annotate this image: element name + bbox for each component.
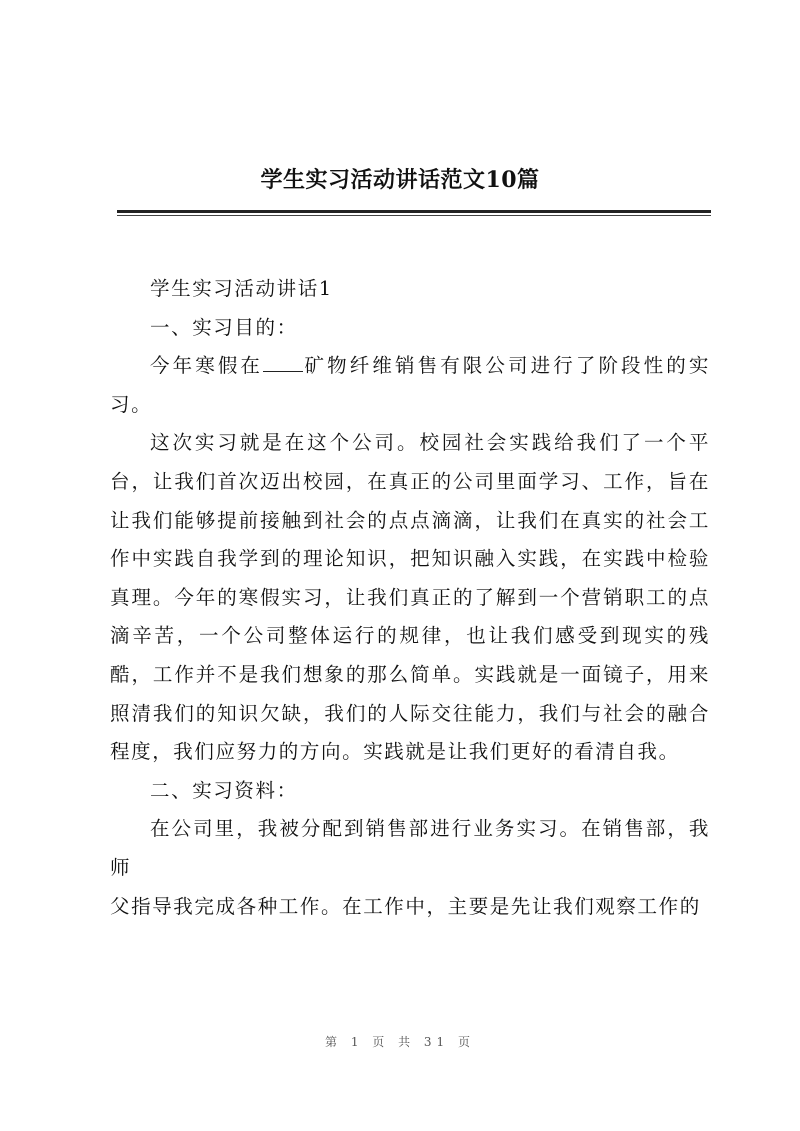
fill-in-blank xyxy=(263,355,303,372)
subheading-content: 二、实习资料： xyxy=(150,778,298,802)
paragraph-intro-end: 矿物纤维销售有限公司进行了阶段性的实习。 xyxy=(110,354,710,416)
paragraph-content-line1: 在公司里，我被分配到销售部进行业务实习。在销售部，我师 xyxy=(110,817,710,879)
paragraph-purpose-body: 这次实习就是在这个公司。校园社会实践给我们了一个平台，让我们首次迈出校园，在真正的公司里面学习、工作，旨在让我们能够提前接触到社会的点点滴滴，让我们在真实的社会工作中实践自我学到的理论知识，把知识融入实践，在实践中检验真理。今年的寒假实习，让我们真正的了解到一个营销职工的点滴辛苦，一个公司整体运行的规律，也让我们感受到现实的残酷，工作并不是我们想象的那么简单。实践就是一面镜子，用来照清我们的知识欠缺，我们的人际交往能力，我们与社会的融合程度，我们应努力的方向。实践就是让我们更好的看清自我。 xyxy=(110,431,710,764)
paragraph-content-line2: 父指导我完成各种工作。在工作中，主要是先让我们观察工作的 xyxy=(110,894,701,918)
document-body xyxy=(110,270,710,926)
subheading-purpose: 一、实习目的： xyxy=(150,315,298,339)
title-divider xyxy=(117,210,711,213)
section-heading: 学生实习活动讲话1 xyxy=(150,277,333,300)
page-footer: 第 1 页 共 31 页 xyxy=(325,1035,475,1049)
document-title: 学生实习活动讲话范文10篇 xyxy=(260,167,540,193)
paragraph-intro xyxy=(110,347,710,424)
paragraph-intro-start: 今年寒假在 xyxy=(150,354,264,378)
title-divider-thin xyxy=(117,215,711,216)
